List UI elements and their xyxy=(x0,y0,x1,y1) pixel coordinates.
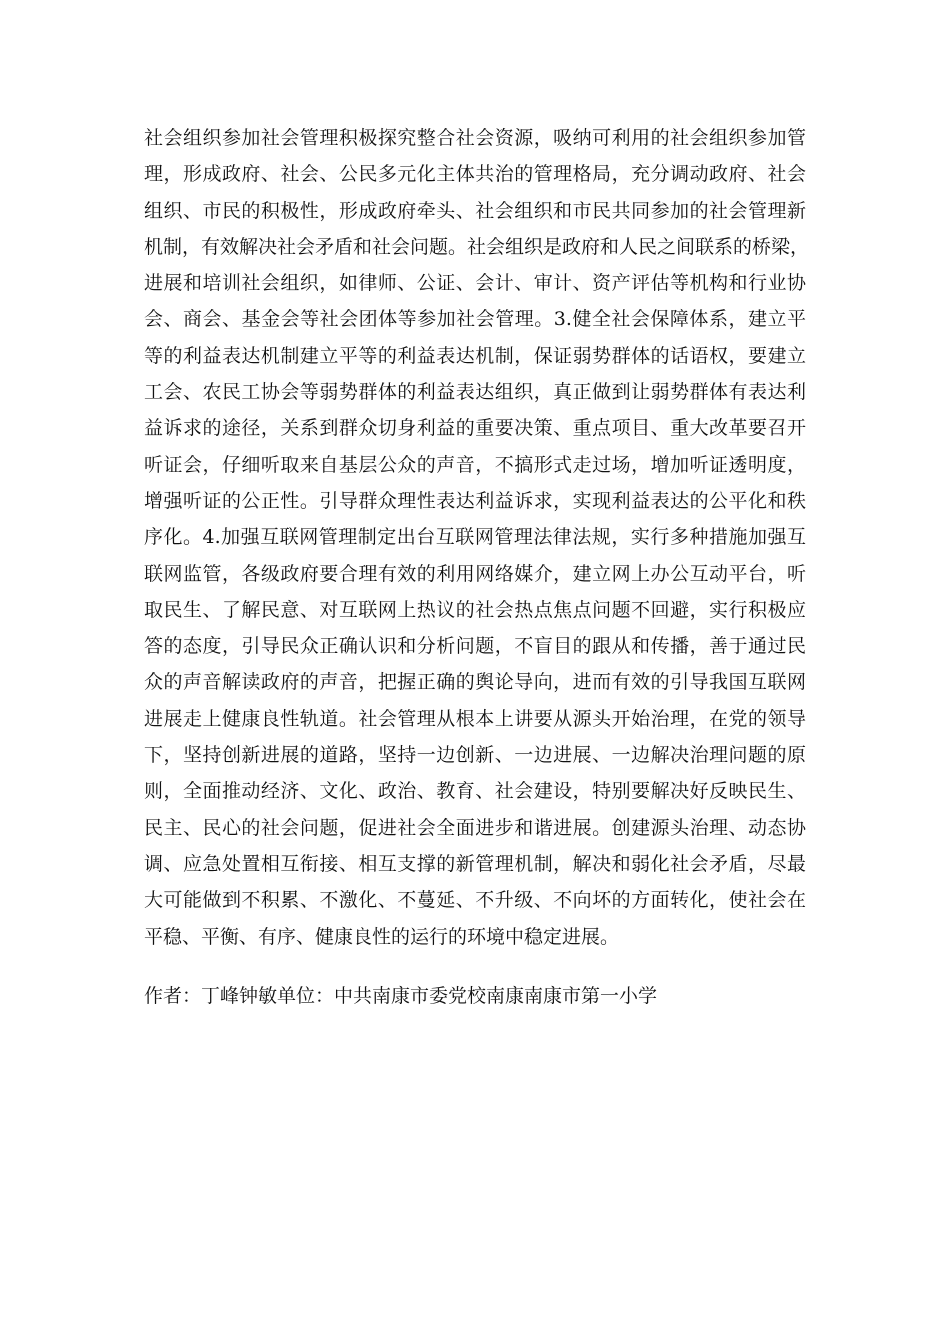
text-line: 则，全面推动经济、文化、政治、教育、社会建设，特别要解决好反映民生、 xyxy=(144,780,806,803)
text-line: 益诉求的途径，关系到群众切身利益的重要决策、重点项目、重大改革要召开 xyxy=(144,417,806,440)
text-line: 等的利益表达机制建立平等的利益表达机制，保证弱势群体的话语权，要建立 xyxy=(144,344,806,367)
text-line: 机制，有效解决社会矛盾和社会问题。社会组织是政府和人民之间联系的桥梁， xyxy=(144,235,810,258)
text-line: 会、商会、基金会等社会团体等参加社会管理。3.健全社会保障体系，建立平 xyxy=(144,308,806,331)
text-line: 社会组织参加社会管理积极探究整合社会资源，吸纳可利用的社会组织参加管 xyxy=(144,127,806,149)
text-line: 增强听证的公正性。引导群众理性表达利益诉求，实现利益表达的公平化和秩 xyxy=(144,489,806,512)
text-line: 答的态度，引导民众正确认识和分析问题，不盲目的跟从和传播，善于通过民 xyxy=(144,635,806,658)
text-line: 听证会，仔细听取来自基层公众的声音，不搞形式走过场，增加听证透明度， xyxy=(144,453,806,476)
text-line: 序化。4.加强互联网管理制定出台互联网管理法律法规，实行多种措施加强互 xyxy=(144,526,806,549)
text-line: 联网监管，各级政府要合理有效的利用网络媒介，建立网上办公互动平台，听 xyxy=(144,562,806,585)
text-line: 民主、民心的社会问题，促进社会全面进步和谐进展。创建源头治理、动态协 xyxy=(144,816,806,839)
body-paragraph xyxy=(144,120,810,955)
text-line: 组织、市民的积极性，形成政府牵头、社会组织和市民共同参加的社会管理新 xyxy=(144,199,806,222)
text-line-last: 平稳、平衡、有序、健康良性的运行的环境中稳定进展。 xyxy=(144,925,620,948)
text-line: 下，坚持创新进展的道路，坚持一边创新、一边进展、一边解决治理问题的原 xyxy=(144,744,806,767)
text-line: 取民生、了解民意、对互联网上热议的社会热点焦点问题不回避，实行积极应 xyxy=(144,598,806,621)
text-line: 大可能做到不积累、不激化、不蔓延、不升级、不向坏的方面转化，使社会在 xyxy=(144,889,806,912)
text-line: 进展走上健康良性轨道。社会管理从根本上讲要从源头开始治理，在党的领导 xyxy=(144,707,806,730)
text-line: 理，形成政府、社会、公民多元化主体共治的管理格局，充分调动政府、社会 xyxy=(144,163,806,186)
author-affiliation-line: 作者：丁峰钟敏单位：中共南康市委党校南康南康市第一小学 xyxy=(144,985,658,1007)
text-line: 工会、农民工协会等弱势群体的利益表达组织，真正做到让弱势群体有表达利 xyxy=(144,381,806,404)
text-line: 调、应急处置相互衔接、相互支撑的新管理机制，解决和弱化社会矛盾，尽最 xyxy=(144,852,806,875)
text-line: 进展和培训社会组织，如律师、公证、会计、审计、资产评估等机构和行业协 xyxy=(144,272,806,295)
text-line: 众的声音解读政府的声音，把握正确的舆论导向，进而有效的引导我国互联网 xyxy=(144,671,806,694)
